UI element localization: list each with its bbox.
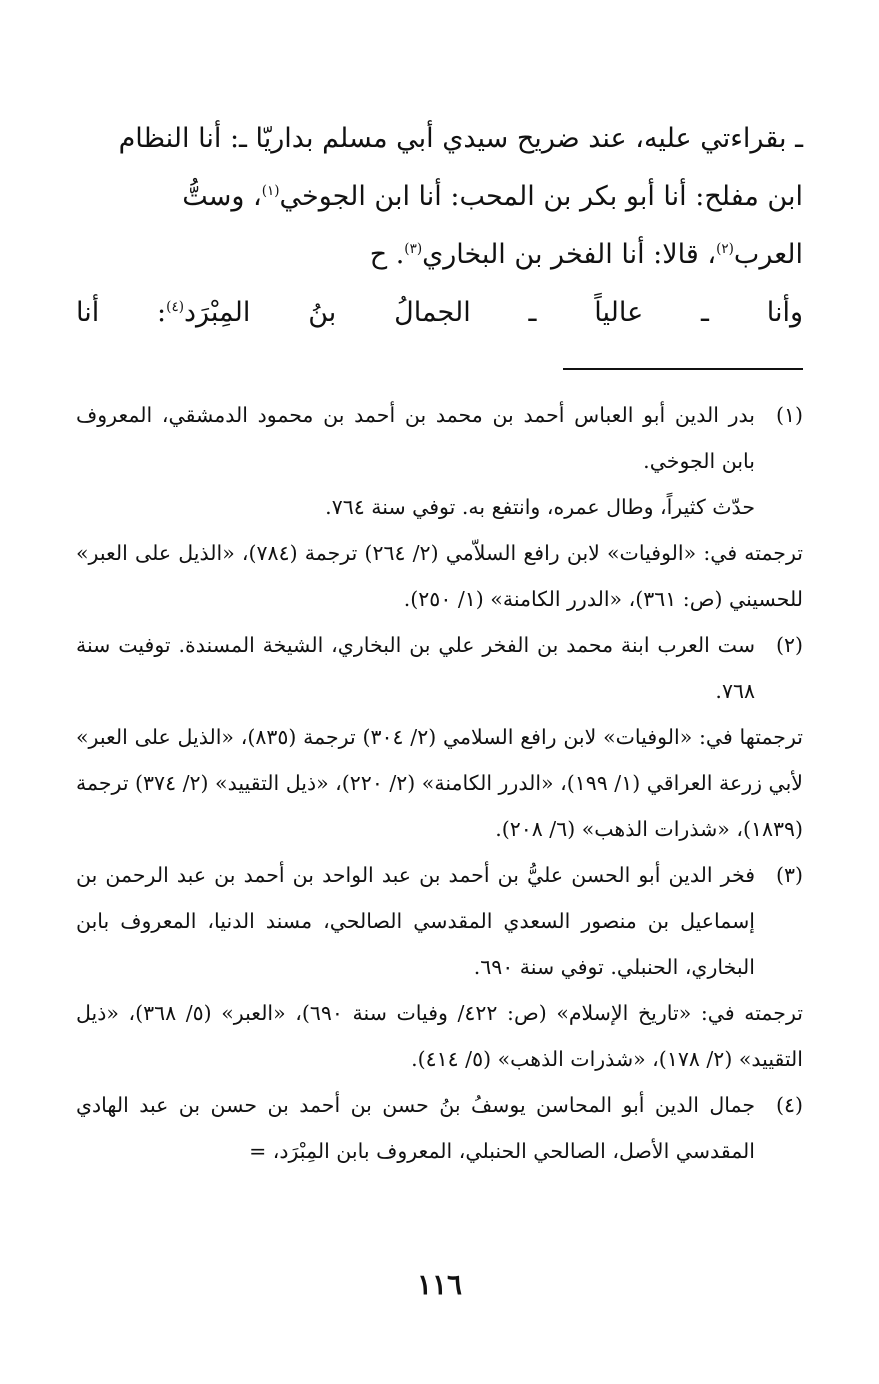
footnote-body (76, 392, 755, 530)
footnote-body (76, 1082, 755, 1174)
footnote-1-continued (76, 530, 803, 622)
footnote-paragraph: ترجمته في: «تاريخ الإسلام» (ص: ٤٢٢/ وفيات سنة ٦٩٠)، «العبر» (٥/ ٣٦٨)، «ذيل التقييد» (٢/ ١٧٨)، «شذرات الذهب» (٥/ ٤١٤). (76, 1001, 803, 1071)
footnote-body (76, 622, 755, 714)
main-line-1-text: ـ بقراءتي عليه، عند ضريح سيدي أبي مسلم بداريّا ـ: أنا النظام (118, 123, 803, 154)
footnote-ref-1[interactable]: (١) (261, 183, 280, 199)
footnote-body (76, 990, 803, 1082)
footnote-separator (563, 368, 803, 370)
footnote-paragraph: ترجمتها في: «الوفيات» لابن رافع السلامي (٢/ ٣٠٤) ترجمة (٨٣٥)، «الذيل على العبر» لأبي زرعة العراقي (١/ ١٩٩)، «الدرر الكامنة» (٢/ ٢٢٠)، «ذيل التقييد» (٢/ ٣٧٤) ترجمة (١٨٣٩)، «شذرات الذهب» (٦/ ٢٠٨). (76, 725, 803, 841)
footnote-4 (76, 1082, 803, 1174)
main-line-2-text: ابن مفلح: أنا أبو بكر بن المحب: أنا ابن الجوخي (279, 181, 803, 212)
main-line-3-mid: ، قالا: أنا الفخر بن البخاري (422, 239, 717, 270)
footnote-1 (76, 392, 803, 530)
footnote-body (76, 852, 755, 990)
footnote-3 (76, 852, 803, 990)
footnote-number: (٣) (775, 863, 803, 887)
main-line-3-text: العرب (733, 239, 803, 270)
page-number: ١١٦ (416, 1268, 463, 1301)
footnote-body (76, 714, 803, 852)
main-line-3 (76, 226, 803, 284)
main-text (76, 110, 803, 342)
footnote-paragraph: بدر الدين أبو العباس أحمد بن محمد بن أحمد بن محمود الدمشقي، المعروف بابن الجوخي. (76, 403, 755, 473)
footnote-paragraph: ست العرب ابنة محمد بن الفخر علي بن البخاري، الشيخة المسندة. توفيت سنة ٧٦٨. (76, 633, 755, 703)
main-line-4-tail: : أنا (76, 297, 167, 328)
footnote-paragraph: فخر الدين أبو الحسن عليُّ بن أحمد بن عبد الواحد بن أحمد بن عبد الرحمن بن إسماعيل بن منصور السعدي المقدسي الصالحي، مسند الدنيا، المعروف بابن البخاري، الحنبلي. توفي سنة ٦٩٠. (76, 863, 755, 979)
main-line-3-tail: . ح (369, 239, 405, 270)
footnote-number: (٤) (775, 1093, 803, 1117)
footnote-3-continued (76, 990, 803, 1082)
footnote-number: (١) (775, 403, 803, 427)
main-line-4 (76, 284, 803, 342)
book-page (76, 110, 803, 1324)
footnote-2-continued (76, 714, 803, 852)
main-line-2 (76, 168, 803, 226)
footnote-paragraph: حدّث كثيراً، وطال عمره، وانتفع به. توفي سنة ٧٦٤. (325, 495, 755, 519)
footnote-ref-2[interactable]: (٢) (716, 241, 734, 257)
footnote-2 (76, 622, 803, 714)
main-line-2-tail: ، وستُّ (182, 181, 262, 212)
footnotes (76, 392, 803, 1174)
footnote-paragraph: جمال الدين أبو المحاسن يوسفُ بنُ حسن بن أحمد بن حسن بن عبد الهادي المقدسي الأصل، الصالحي الحنبلي، المعروف بابن المِبْرَد، = (76, 1093, 755, 1163)
footnote-number: (٢) (775, 633, 803, 657)
footnote-paragraph: ترجمته في: «الوفيات» لابن رافع السلاّمي (٢/ ٢٦٤) ترجمة (٧٨٤)، «الذيل على العبر» للحسيني (ص: ٣٦١)، «الدرر الكامنة» (١/ ٢٥٠). (76, 541, 803, 611)
main-line-1 (76, 110, 803, 168)
footnote-ref-4[interactable]: (٤) (166, 299, 184, 315)
footnote-body (76, 530, 803, 622)
footnote-ref-3[interactable]: (٣) (404, 241, 423, 257)
main-line-4-text: وأنا ـ عالياً ـ الجمالُ بنُ المِبْرَد (183, 297, 803, 328)
